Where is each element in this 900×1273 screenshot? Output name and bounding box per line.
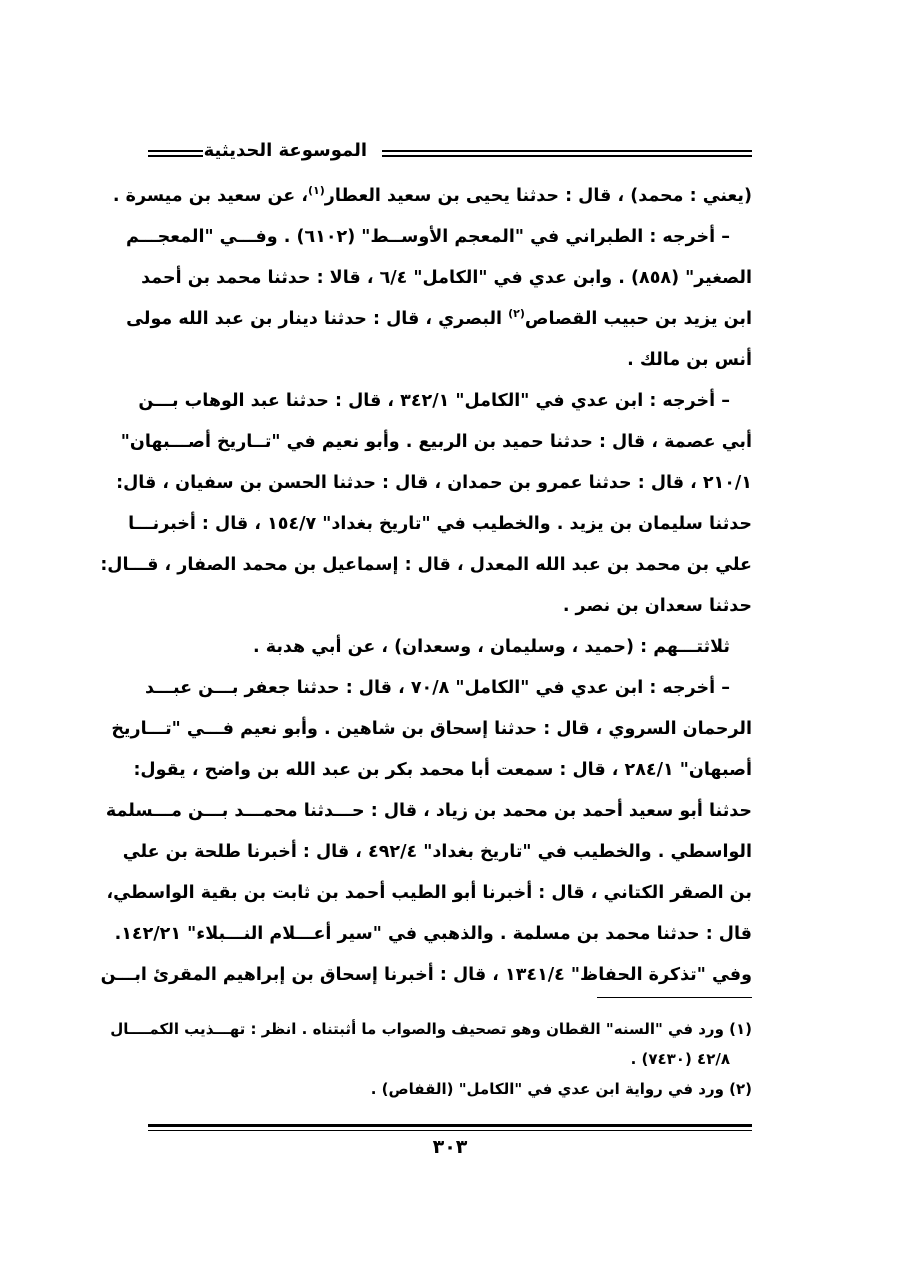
text-line: حدثنا أبو سعيد أحمد بن محمد بن زياد ، قال : حـــدثنا محمـــد بـــن مـــسلمة <box>105 801 752 821</box>
text-line: – أخرجه : الطبراني في "المعجم الأوســط" (٦١٠٢) . وفـــي "المعجـــم <box>125 227 730 247</box>
header-rule-left <box>148 150 203 157</box>
footnote-ref: (٢) <box>508 307 525 321</box>
footnote-ref: (١) <box>308 184 325 198</box>
page-number: ٣٠٣ <box>432 1136 468 1158</box>
text-line: الواسطي . والخطيب في "تاريخ بغداد" ٤٩٢/٤ ، قال : أخبرنا طلحة بن علي <box>122 842 752 862</box>
text-line: (يعني : محمد) ، قال : حدثنا يحيى بن سعيد العطار$^{(١)}$، عن سعيد بن ميسرة . <box>112 184 752 206</box>
text-line: حدثنا سليمان بن يزيد . والخطيب في "تاريخ بغداد" ١٥٤/٧ ، قال : أخبرنـــا <box>128 514 752 534</box>
text-line: ثلاثتـــهم : (حميد ، وسليمان ، وسعدان) ، عن أبي هدبة . <box>252 637 730 657</box>
text-line: – أخرجه : ابن عدي في "الكامل" ٧٠/٨ ، قال : حدثنا جعفر بـــن عبـــد <box>144 678 730 698</box>
text-line: بن الصقر الكتاني ، قال : أخبرنا أبو الطيب أحمد بن ثابت بن بقية الواسطي، <box>106 883 752 903</box>
text-line: ابن يزيد بن حبيب القصاص$^{(٢)}$ البصري ، قال : حدثنا دينار بن عبد الله مولى <box>126 307 752 329</box>
text-line: أصبهان" ٢٨٤/١ ، قال : سمعت أبا محمد بكر بن عبد الله بن واضح ، يقول: <box>133 760 752 780</box>
text-line: الرحمان السروي ، قال : حدثنا إسحاق بن شاهين . وأبو نعيم فـــي "تـــاريخ <box>111 719 752 739</box>
header-title: الموسوعة الحديثية <box>203 140 367 161</box>
text-line: علي بن محمد بن عبد الله المعدل ، قال : إسماعيل بن محمد الصفار ، قـــال: <box>100 555 752 575</box>
bottom-rule <box>148 1124 752 1131</box>
text-line: وفي "تذكرة الحفاظ" ١٣٤١/٤ ، قال : أخبرنا إسحاق بن إبراهيم المقرئ ابـــن <box>100 965 752 985</box>
body-text <box>100 176 752 996</box>
header-rule-right <box>382 150 752 157</box>
text-line: حدثنا سعدان بن نصر . <box>562 596 752 616</box>
footnotes <box>110 1014 752 1104</box>
footnote-line: ٤٢/٨ (٧٤٣٠) . <box>630 1050 730 1068</box>
text-line: أبي عصمة ، قال : حدثنا حميد بن الربيع . وأبو نعيم في "تــاريخ أصـــبهان" <box>120 432 752 452</box>
footnote-line: (١) ورد في "السنه" القطان وهو تصحيف والصواب ما أثبتناه . انظر : تهـــذيب الكمــــال <box>110 1020 752 1038</box>
text-line: ٢١٠/١ ، قال : حدثنا عمرو بن حمدان ، قال : حدثنا الحسن بن سفيان ، قال: <box>116 473 752 493</box>
text-line: قال : حدثنا محمد بن مسلمة . والذهبي في "سير أعـــلام النـــبلاء" ١٤٢/٢١. <box>114 924 752 944</box>
text-line: أنس بن مالك . <box>627 350 752 370</box>
text-line: الصغير" (٨٥٨) . وابن عدي في "الكامل" ٦/٤ ، قالا : حدثنا محمد بن أحمد <box>141 268 752 288</box>
running-header <box>148 140 752 170</box>
text-line: – أخرجه : ابن عدي في "الكامل" ٣٤٢/١ ، قال : حدثنا عبد الوهاب بـــن <box>138 391 730 411</box>
footnote-separator <box>597 997 752 998</box>
footnote-line: (٢) ورد في رواية ابن عدي في "الكامل" (القفاص) . <box>370 1080 752 1098</box>
